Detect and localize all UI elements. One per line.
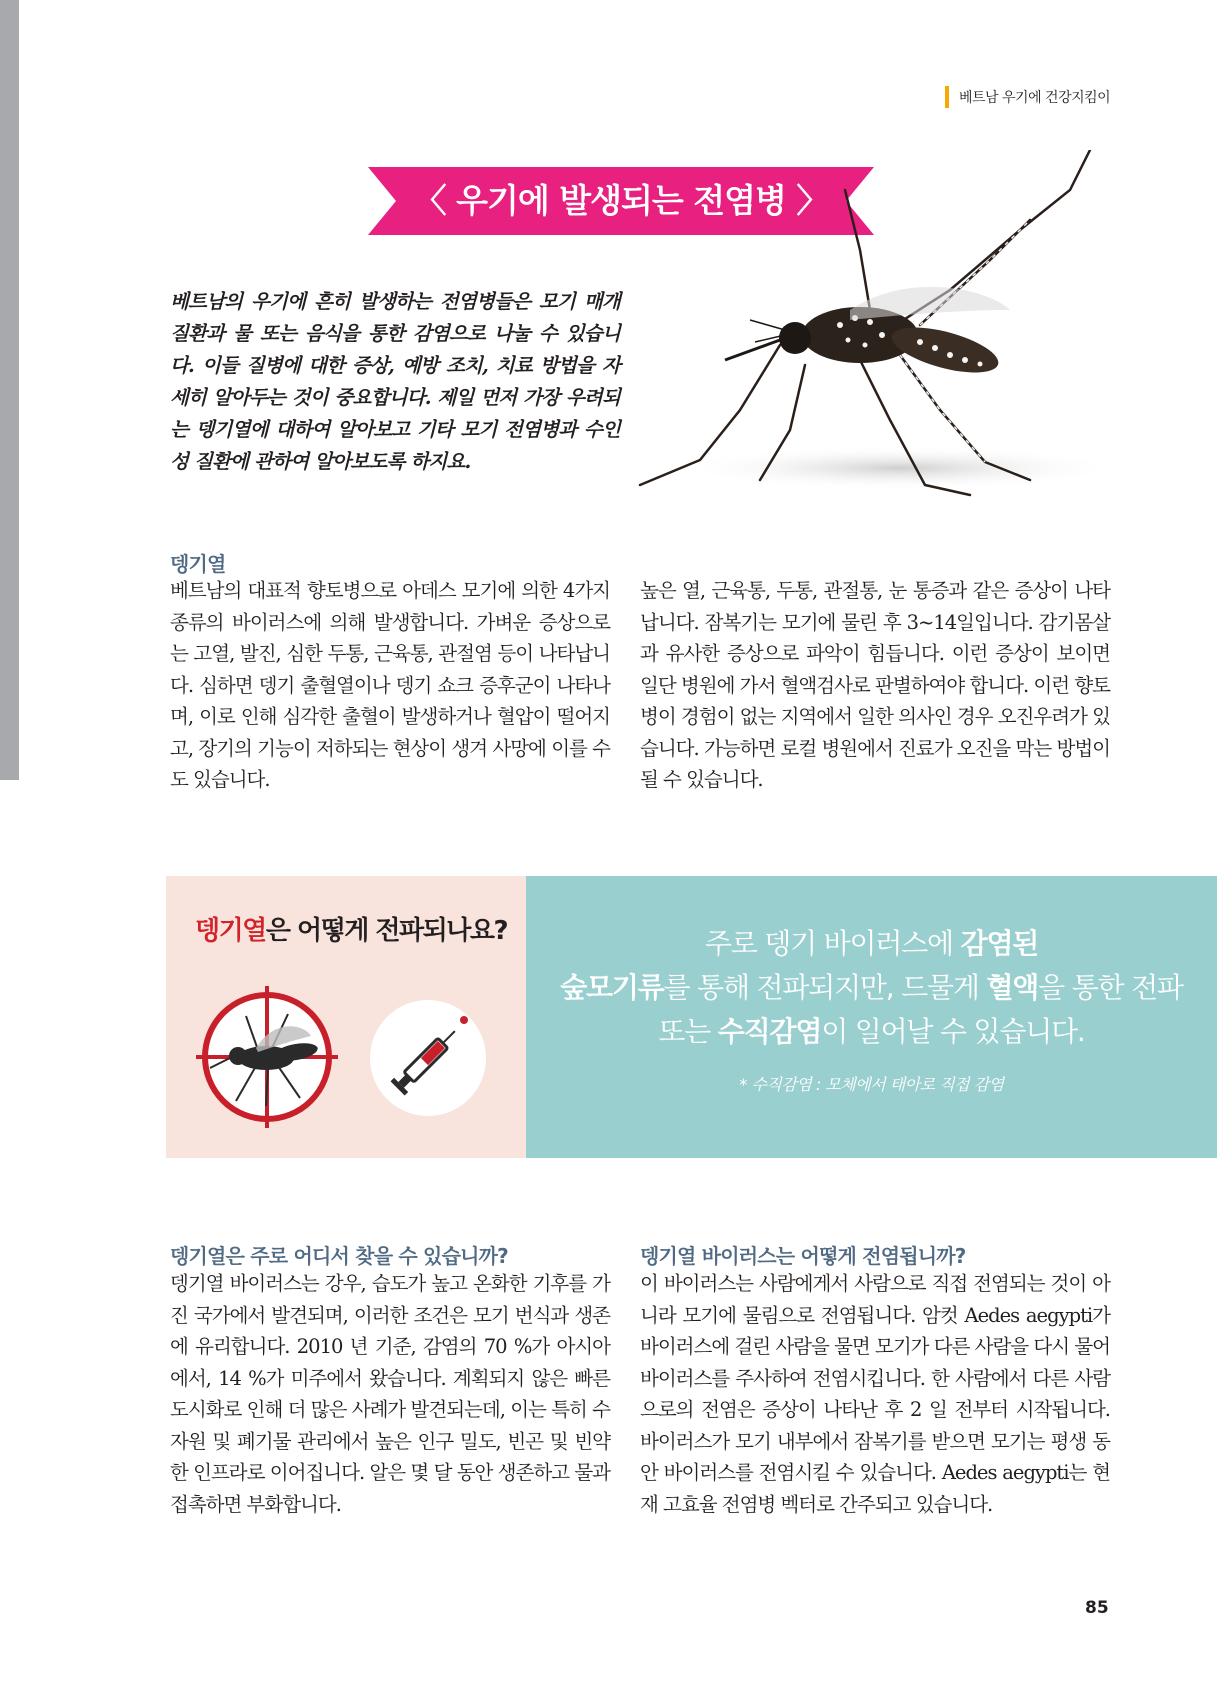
line1-text: 주로 뎅기 바이러스에 — [704, 927, 961, 960]
how-title: 뎅기열 바이러스는 어떻게 전염됩니까? — [640, 1244, 966, 1268]
line3-text-c: 이 일어날 수 있습니다. — [821, 1015, 1085, 1048]
mosquito-target-icon — [196, 986, 338, 1128]
how-text: 이 바이러스는 사람에게서 사람으로 직접 전염되는 것이 아니라 모기에 물림으로 전염됩니다. 암컷 Aedes aegypti가 바이러스에 걸린 사람을 물면 모기가 다른 사람을 다시 물어 바이러스를 주사하여 전염시킵니다. 한 사람에서 다른 사람으로의 전염은 증상이 나타난 후 2 일 전부터 시작됩니다. 바이러스가 모기 내부에서 잠복기를 받으면 모기는 평생 동안 바이러스를 전염시킬 수 있습니다. Aedes aegypti는 현재 고효율 전염병 벡터로 간주되고 있습니다. — [640, 1272, 1110, 1516]
line2-bold-c: 혈액 — [986, 971, 1039, 1004]
line3-text-a: 또는 — [658, 1015, 718, 1048]
line1-bold: 감염된 — [960, 927, 1039, 960]
infobox-footnote: * 수직감염 : 모체에서 태아로 직접 감염 — [739, 1075, 1004, 1094]
where-text: 뎅기열 바이러스는 강우, 습도가 높고 온화한 기후를 가진 국가에서 발견되며, 이러한 조건은 모기 번식과 생존에 유리합니다. 2010 년 기준, 감염의 70 %가 아시아에서, 14 %가 미주에서 왔습니다. 계획되지 않은 빠른 도시화로 인해 더 많은 사례가 발견되는데, 이는 특히 수자원 및 폐기물 관리에서 높은 인구 밀도, 빈곤 및 빈약한 인프라로 이어집니다. 알은 몇 달 동안 생존하고 물과 접촉하면 부화합니다. — [170, 1272, 610, 1516]
line2-text-d: 을 통한 전파 — [1038, 971, 1183, 1004]
side-tab-bar — [0, 0, 19, 780]
header-marker — [945, 86, 949, 108]
line2-text-b: 를 통해 전파되지만, 드물게 — [663, 971, 987, 1004]
syringe-icon — [368, 998, 488, 1118]
infobox-question — [186, 910, 516, 947]
infobox-line3 — [526, 1010, 1217, 1054]
page-number: 85 — [1085, 1598, 1109, 1618]
infobox-right-panel — [526, 876, 1217, 1158]
infobox-line1 — [526, 922, 1217, 966]
question-rest: 은 어떻게 전파되나요? — [265, 916, 508, 946]
where-title: 뎅기열은 주로 어디서 찾을 수 있습니까? — [170, 1244, 508, 1268]
dengue-title: 뎅기열 — [170, 552, 226, 576]
infobox-main-text — [526, 922, 1217, 1054]
line2-bold-a: 숲모기류 — [560, 971, 664, 1004]
running-title: 베트남 우기에 건강지킴이 — [959, 90, 1111, 106]
line3-bold: 수직감염 — [717, 1015, 822, 1048]
banner-title: 〈 우기에 발생되는 전염병 〉 — [413, 181, 829, 220]
dengue-col2: 높은 열, 근육통, 두통, 관절통, 눈 통증과 같은 증상이 나타납니다. 잠복기는 모기에 물린 후 3~14일입니다. 감기몸살과 유사한 증상으로 파악이 힘듭니다. 이런 증상이 보이면 일단 병원에 가서 혈액검사로 판별하여야 합니다. 이런 향토병이 경험이 없는 지역에서 일한 의사인 경우 오진우려가 있습니다. 가능하면 로컬 병원에서 진료가 오진을 막는 방법이 될 수 있습니다. — [640, 579, 1110, 791]
dengue-col1: 베트남의 대표적 향토병으로 아데스 모기에 의한 4가지 종류의 바이러스에 의해 발생합니다. 가벼운 증상으로는 고열, 발진, 심한 두통, 근육통, 관절염 등이 나타납니다. 심하면 뎅기 출혈열이나 뎅기 쇼크 증후군이 나타나며, 이로 인해 심각한 출혈이 발생하거나 혈압이 떨어지고, 장기의 기능이 저하되는 현상이 생겨 사망에 이를 수도 있습니다. — [170, 579, 610, 791]
intro-paragraph: 베트남의 우기에 흔히 발생하는 전염병들은 모기 매개 질환과 물 또는 음식을 통한 감염으로 나눌 수 있습니다. 이들 질병에 대한 증상, 예방 조치, 치료 방법을 자세히 알아두는 것이 중요합니다. 제일 먼저 가장 우려되는 뎅기열에 대하여 알아보고 기타 모기 전염병과 수인성 질환에 관하여 알아보도록 하지요. — [170, 290, 620, 473]
mosquito-photo — [630, 150, 1217, 540]
infobox-left-panel — [166, 876, 526, 1158]
infobox-line2 — [526, 966, 1217, 1010]
running-header — [945, 86, 1110, 108]
question-highlight: 뎅기열 — [194, 916, 266, 946]
